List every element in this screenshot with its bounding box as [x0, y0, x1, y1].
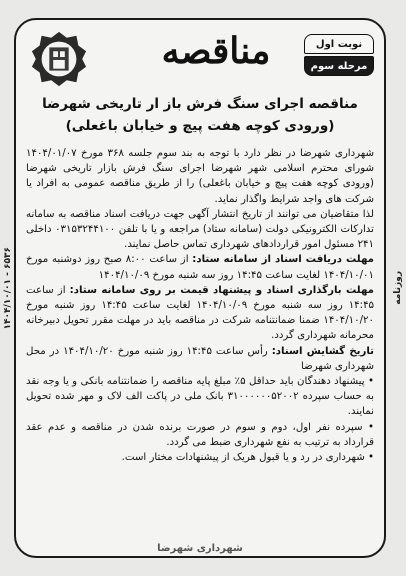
paragraph-rights: • شهرداری در رد و یا قبول هریک از پیشنهادات مختار است. [121, 452, 374, 464]
badge-round: نوبت اول [304, 34, 374, 54]
tender-notice [14, 18, 386, 558]
right-margin [390, 0, 406, 576]
project-subtitle: (ورودی کوچه هفت پیچ و خیابان باغعلی) [65, 118, 335, 134]
badge-stage: مرحله سوم [304, 56, 374, 76]
label-upload-deadline: مهلت بارگذاری اسناد و پیشنهاد قیمت بر روی سامانه ستاد: [69, 284, 374, 296]
paragraph-deposit: • سپرده نفر اول، دوم و سوم در صورت برنده شدن در مناقصه و عدم عقد قرارداد به ترتیب به نفع شهرداری ضبط می گردد. [26, 421, 374, 448]
paragraph-guarantee: • پیشنهاد دهندگان باید حداقل ۵٪ مبلغ پایه مناقصه را ضمانتنامه بانکی و یا وجه نقد به حساب سپرده ۳۱۰۰۰۰۰۰۵۲۰۰۲ بانک ملی در پاکت الف لاک و مهر شده تحویل نمایند. [26, 376, 375, 418]
project-title: مناقصه اجرای سنگ فرش باز ار تاریخی شهرضا [42, 96, 358, 112]
paragraph-document-deadline [26, 252, 374, 282]
newspaper-label: روزنامه [393, 271, 403, 305]
paragraph-opening-date [26, 344, 374, 374]
paragraph-upload-deadline [26, 283, 374, 344]
label-opening-date: تاریخ گشایش اسناد: [271, 345, 375, 357]
paragraph-contact: لذا متقاضیان می توانند از تاریخ انتشار آگهی جهت دریافت اسناد مناقصه به سامانه تدارکات الکترونیکی دولت (سامانه ستاد) مراجعه و یا با تلفن ۰۳۱۵۳۲۴۴۱۰۰ داخلی ۲۴۱ مسئول امور قراردادهای شهرداری تماس حاصل نمایند. [26, 208, 374, 251]
notice-body [26, 146, 374, 548]
label-document-deadline: مهلت دریافت اسناد از سامانه ستاد: [192, 254, 374, 266]
value-upload-deadline: از ساعت ۱۴:۴۵ روز سه شنبه مورخ ۱۴۰۴/۱۰/۰۹ لغایت ساعت ۱۴:۴۵ روز شنبه مورخ ۱۴۰۴/۱۰/۲۰ ضمنا ضمانتنامه شرکت در مناقصه باید در مهلت مقرر تحویل دبیرخانه محرمانه شهرداری گردد. [26, 284, 375, 342]
value-document-deadline: از ساعت ۸:۰۰ صبح روز دوشنبه مورخ ۱۴۰۴/۱۰/۰۱ لغایت ساعت ۱۴:۴۵ روز سه شنبه مورخ ۱۴۰۴/۱۰/۰۹ [26, 254, 374, 281]
issue-number: ۱۴۰۴/۱۰/۰۱ - ۶۵۳۶ [3, 246, 13, 330]
signature: شهرداری شهرضا [157, 543, 243, 554]
value-opening-date: رأس ساعت ۱۴:۴۵ روز شنبه مورخ ۱۴۰۴/۱۰/۲۰ در محل شهرداری شهرضا [26, 345, 374, 372]
municipality-logo-icon [30, 30, 88, 88]
paragraph-intro: شهرداری شهرضا در نظر دارد با توجه به بند سوم جلسه ۳۶۸ مورخ ۱۴۰۴/۰۱/۰۷ شورای محترم اسلامی شهر شهرضا اجرای سنگ فرش بازار تاریخی شهرضا (ورودی کوچه هفت پیچ و خیابان باغعلی) را از طریق مناقصه عمومی به افراد یا شرکت های واجد شرایط واگذار نماید. [26, 148, 374, 205]
notice-title: مناقصه [161, 30, 271, 72]
